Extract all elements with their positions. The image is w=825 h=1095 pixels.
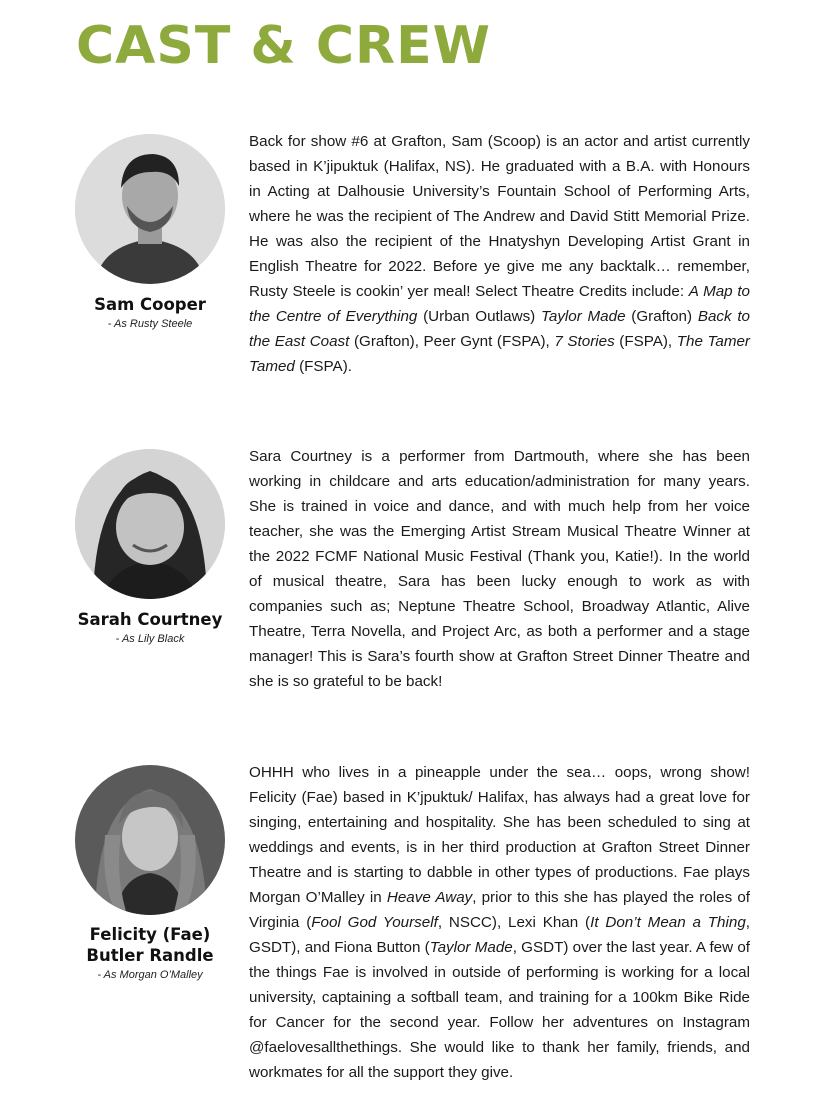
bio-credit-title: Taylor Made: [540, 308, 626, 325]
portrait-icon: [75, 765, 225, 915]
bio-text: (FSPA),: [614, 333, 677, 350]
portrait-icon: [75, 449, 225, 599]
bio-text: OHHH who lives in a pineapple under the sea… oops, wrong show! Felicity (Fae) based in K’jpuktuk/ Halifax, has always had a great love for singing, entertaining and hospitality. She has been scheduled to sing at weddings and events, is in her third production at Grafton Street Dinner Theatre and is starting to dabble in other types of productions. Fae plays Morgan O’Malley in: [249, 764, 750, 906]
portrait-icon: [75, 134, 225, 284]
bio-text: (Grafton), Peer Gynt (FSPA),: [349, 333, 555, 350]
bio-credit-title: Back to the East Coast: [249, 308, 750, 350]
bio-text: (FSPA).: [294, 358, 352, 375]
cast-member-photo-column: [74, 765, 226, 981]
cast-member-name-line: Felicity (Fae): [89, 925, 211, 944]
bio-credit-title: 7 Stories: [554, 333, 615, 350]
cast-member-role: - As Rusty Steele: [107, 318, 193, 330]
bio-text: , GSDT), and Fiona Button (: [249, 914, 751, 956]
bio-text: , NSCC), Lexi Khan (: [437, 914, 591, 931]
cast-member-photo-column: [74, 449, 226, 645]
bio-text: (Urban Outlaws): [417, 308, 541, 325]
cast-member-role: - As Morgan O’Malley: [97, 969, 203, 981]
cast-member-name: [74, 924, 226, 966]
cast-member-bio: [249, 760, 750, 1085]
cast-member-role: - As Lily Black: [115, 633, 185, 645]
cast-member-bio: [249, 129, 750, 379]
cast-member-photo-column: [74, 134, 226, 330]
page-title: CAST & CREW: [76, 16, 491, 76]
cast-member-name: Sam Cooper: [94, 295, 206, 314]
bio-credit-title: A Map to the Centre of Everything: [249, 283, 751, 325]
bio-credit-title: Taylor Made: [429, 939, 513, 956]
cast-member-bio: Sara Courtney is a performer from Dartmouth, where she has been working in childcare and arts education/administration for many years. She is trained in voice and dance, and with much help from her voice teacher, she was the Emerging Artist Stream Musical Theatre Winner at the 2022 FCMF National Music Festival (Thank you, Katie!). In the world of musical theatre, Sara has been lucky enough to work as with companies such as; Neptune Theatre School, Broadway Atlantic, Alive Theatre, Terra Novella, and Project Arc, as both a performer and a stage manager! This is Sara’s fourth show at Grafton Street Dinner Theatre and she is so grateful to be back!: [249, 448, 750, 690]
bio-credit-title: The Tamer Tamed: [249, 333, 750, 375]
cast-member-name-line: Butler Randle: [86, 946, 214, 965]
portrait-icon: [75, 134, 225, 284]
bio-text: (Grafton): [625, 308, 698, 325]
bio-text: , GSDT) over the last year. A few of the things Fae is involved in outside of performing is working for a local university, captaining a softball team, and training for a 100km Bike Ride for Cancer for the second year. Follow her adventures on Instagram @faelovesallthethings. She would like to thank her family, friends, and workmates for all the support they give.: [249, 939, 750, 1081]
bio-credit-title: Heave Away: [386, 889, 473, 906]
bio-text: Back for show #6 at Grafton, Sam (Scoop) is an actor and artist currently based in K’jipuktuk (Halifax, NS). He graduated with a B.A. with Honours in Acting at Dalhousie University’s Fountain School of Performing Arts, where he was the recipient of The Andrew and David Stitt Memorial Prize. He was also the recipient of the Hnatyshyn Developing Artist Grant in English Theatre for 2022. Before ye give me any backtalk… remember, Rusty Steele is cookin’ yer meal! Select Theatre Credits include:: [249, 133, 750, 300]
bio-credit-title: It Don’t Mean a Thing: [590, 914, 746, 931]
portrait-icon: [75, 765, 225, 915]
bio-text: , prior to this she has played the roles of Virginia (: [249, 889, 750, 931]
bio-credit-title: Fool God Yourself: [311, 914, 438, 931]
cast-member-name: Sarah Courtney: [77, 610, 223, 629]
portrait-icon: [75, 449, 225, 599]
